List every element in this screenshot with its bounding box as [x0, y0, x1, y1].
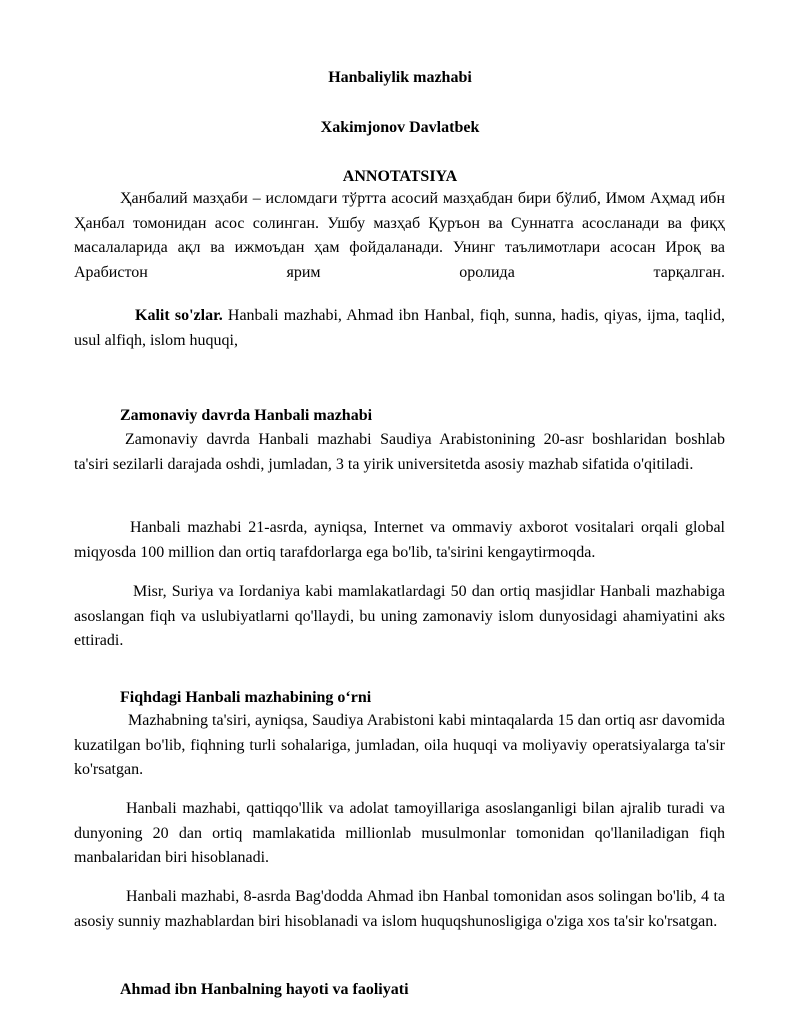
section-paragraph: Hanbali mazhabi 21-asrda, ayniqsa, Internet va ommaviy axborot vositalari orqali global miqyosda 100 million dan ortiq tarafdorlarga ega bo'lib, ta'sirini kengaytirmoqda. — [74, 519, 725, 561]
section-paragraph: Misr, Suriya va Iordaniya kabi mamlakatlardagi 50 dan ortiq masjidlar Hanbali mazhabiga asoslangan fiqh va uslubiyatlarni qo'llaydi, bu uning zamonaviy islom dunyosidagi ahamiyatini aks ettiradi. — [74, 583, 725, 649]
annotation-heading: ANNOTATSIYA — [342, 168, 458, 185]
annotation-paragraph: Ҳанбалий мазҳаби – исломдаги тўртта асосий мазҳабдан бири бўлиб, Имом Аҳмад ибн Ҳанбал томонидан асос солинган. Ушбу мазҳаб Қуръон ва Суннатга асосланади ва фиқҳ масалаларида ақл ва ижмоъдан ҳам фойдаланади. Унинг таълимотлари асосан Ироқ ва Арабистон ярим оролида тарқалган. — [74, 190, 725, 281]
document-title: Hanbaliylik mazhabi — [328, 69, 472, 86]
section-paragraph: Zamonaviy davrda Hanbali mazhabi Saudiya Arabistonining 20-asr boshlaridan boshlab ta'siri sezilarli darajada oshdi, jumladan, 3 ta yirik universitetda asosiy mazhab sifatida o'qitiladi. — [74, 431, 725, 473]
section-heading: Zamonaviy davrda Hanbali mazhabi — [120, 407, 373, 424]
keywords-label: Kalit so'zlar. — [135, 307, 223, 324]
section-paragraph: Mazhabning ta'siri, ayniqsa, Saudiya Arabistoni kabi mintaqalarda 15 dan ortiq asr davomida kuzatilgan bo'lib, fiqhning turli sohalariga, jumladan, oila huquqi va moliyaviy operatsiyalarga ta'sir ko'rsatgan. — [74, 712, 725, 778]
keywords-paragraph — [74, 304, 725, 353]
section-paragraph: Hanbali mazhabi, qattiqqo'llik va adolat tamoyillariga asoslanganligi bilan ajralib turadi va dunyoning 20 dan ortiq mamlakatida millionlab musulmonlar tomonidan qo'llaniladigan fiqh manbalaridan biri hisoblanadi. — [74, 800, 725, 866]
section-paragraph: Hanbali mazhabi, 8-asrda Bag'dodda Ahmad ibn Hanbal tomonidan asos solingan bo'lib, 4 ta asosiy sunniy mazhablardan biri hisoblanadi va islom huquqshunosligiga o'ziga xos ta'sir ko'rsatgan. — [74, 888, 725, 930]
section-heading: Fiqhdagi Hanbali mazhabining o‘rni — [120, 689, 372, 706]
keywords-text: Hanbali mazhabi, Ahmad ibn Hanbal, fiqh, sunna, hadis, qiyas, ijma, taqlid, usul alfiqh, islom huquqi, — [74, 307, 725, 349]
author-name: Xakimjonov Davlatbek — [320, 119, 480, 136]
section-heading: Ahmad ibn Hanbalning hayoti va faoliyati — [120, 981, 409, 998]
